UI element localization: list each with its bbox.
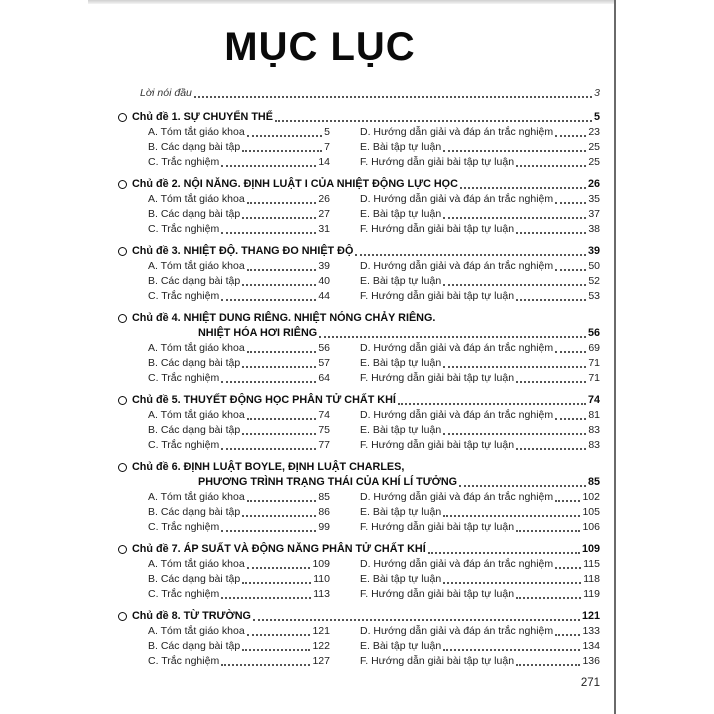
page-number: 122 [312, 640, 330, 652]
item-label: F. Hướng dẫn giải bài tập tự luận [360, 521, 515, 533]
page-number: 14 [318, 156, 330, 168]
item-label: F. Hướng dẫn giải bài tập tự luận [360, 588, 515, 600]
toc-item [360, 222, 600, 237]
dot-leader [516, 530, 580, 532]
dot-leader [516, 299, 586, 301]
section-bullet-icon [118, 463, 127, 472]
section-columns [148, 557, 600, 602]
toc-item [360, 639, 600, 654]
section-header-row [118, 244, 600, 259]
dot-leader [275, 120, 592, 122]
page-number: 133 [582, 625, 600, 637]
dot-leader [253, 619, 580, 621]
section-bullet-icon [118, 180, 127, 189]
toc-item [148, 222, 330, 237]
dot-leader [428, 552, 580, 554]
toc-item [148, 289, 330, 304]
toc-item [148, 259, 330, 274]
item-label: C. Trắc nghiệm [148, 439, 220, 451]
dot-leader [221, 664, 310, 666]
item-label: E. Bài tập tự luận [360, 424, 442, 436]
page-number: 35 [588, 193, 600, 205]
item-label: C. Trắc nghiệm [148, 521, 220, 533]
items-column-left [148, 341, 330, 386]
toc-item [148, 341, 330, 356]
toc-item [360, 371, 600, 386]
page-number: 109 [581, 543, 600, 555]
toc-item [360, 490, 600, 505]
dot-leader [221, 530, 316, 532]
page-number: 110 [313, 573, 330, 585]
toc-item [148, 438, 330, 453]
page-number: 121 [581, 610, 600, 622]
dot-leader [555, 634, 580, 636]
item-label: D. Hướng dẫn giải và đáp án trắc nghiệm [360, 126, 554, 138]
toc-item [148, 639, 330, 654]
section-header-row [118, 542, 600, 557]
toc-item [360, 289, 600, 304]
item-label: D. Hướng dẫn giải và đáp án trắc nghiệm [360, 491, 554, 503]
item-label: B. Các dạng bài tập [148, 573, 241, 585]
dot-leader [247, 351, 317, 353]
items-column-left [148, 192, 330, 237]
item-label: D. Hướng dẫn giải và đáp án trắc nghiệm [360, 342, 554, 354]
dot-leader [555, 567, 581, 569]
items-column-right [360, 259, 600, 304]
page-number: 31 [318, 223, 330, 235]
section-title: Chủ đề 2. NỘI NĂNG. ĐỊNH LUẬT I CỦA NHIỆT ĐỘNG LỰC HỌC [132, 178, 458, 190]
section-title: PHƯƠNG TRÌNH TRẠNG THÁI CỦA KHÍ LÍ TƯỞNG [198, 476, 458, 488]
page-number: 5 [324, 126, 330, 138]
page-number: 52 [588, 275, 600, 287]
items-column-left [148, 490, 330, 535]
items-column-right [360, 408, 600, 453]
page-number: 74 [318, 409, 330, 421]
dot-leader [459, 485, 586, 487]
items-column-left [148, 557, 330, 602]
toc-item [148, 520, 330, 535]
page-number: 53 [588, 290, 600, 302]
section-header-row [118, 475, 600, 490]
toc-item [360, 423, 600, 438]
dot-leader [194, 96, 592, 98]
page-number: 7 [324, 141, 330, 153]
page-number: 64 [318, 372, 330, 384]
section-header-row [118, 177, 600, 192]
page-number: 118 [583, 573, 600, 585]
item-label: A. Tóm tắt giáo khoa [148, 193, 245, 205]
toc-item [360, 259, 600, 274]
dot-leader [443, 649, 580, 651]
dot-leader [221, 299, 316, 301]
dot-leader [247, 135, 322, 137]
item-label: B. Các dạng bài tập [148, 424, 241, 436]
toc-item [360, 125, 600, 140]
items-column-right [360, 490, 600, 535]
dot-leader [516, 448, 586, 450]
section-header-row [118, 609, 600, 624]
section-header-row [118, 311, 600, 326]
page-number: 26 [587, 178, 600, 190]
section-title: Chủ đề 4. NHIỆT DUNG RIÊNG. NHIỆT NÓNG CHẢY RIÊNG. [132, 312, 436, 324]
dot-leader [242, 515, 316, 517]
item-label: A. Tóm tắt giáo khoa [148, 342, 245, 354]
items-column-right [360, 341, 600, 386]
folio-page-number: 271 [580, 677, 600, 689]
page-number: 50 [588, 260, 600, 272]
item-label: B. Các dạng bài tập [148, 208, 241, 220]
toc-item [360, 341, 600, 356]
item-label: E. Bài tập tự luận [360, 141, 442, 153]
page-number: 39 [318, 260, 330, 272]
item-label: A. Tóm tắt giáo khoa [148, 491, 245, 503]
page-number: 83 [588, 424, 600, 436]
page-number: 56 [318, 342, 330, 354]
toc-section [118, 311, 600, 386]
toc-item [148, 274, 330, 289]
item-label: A. Tóm tắt giáo khoa [148, 625, 245, 637]
section-bullet-icon [118, 612, 127, 621]
section-title: Chủ đề 1. SỰ CHUYỂN THỂ [132, 111, 273, 123]
page-number: 74 [587, 394, 600, 406]
items-column-left [148, 125, 330, 170]
dot-leader [221, 165, 316, 167]
page-number: 5 [593, 111, 600, 123]
dot-leader [443, 284, 586, 286]
section-header-row [118, 460, 600, 475]
dot-leader [460, 187, 586, 189]
page-number: 25 [588, 156, 600, 168]
toc-section [118, 244, 600, 304]
toc-item [360, 140, 600, 155]
item-label: C. Trắc nghiệm [148, 655, 220, 667]
dot-leader [443, 150, 586, 152]
dot-leader [247, 567, 311, 569]
toc-page [118, 24, 600, 691]
dot-leader [319, 336, 586, 338]
item-label: E. Bài tập tự luận [360, 357, 442, 369]
toc-item [360, 207, 600, 222]
toc-item [148, 557, 330, 572]
page-number: 71 [588, 372, 600, 384]
section-bullet-icon [118, 247, 127, 256]
page-edge-line [614, 0, 616, 714]
item-label: D. Hướng dẫn giải và đáp án trắc nghiệm [360, 625, 554, 637]
toc-item [148, 572, 330, 587]
dot-leader [242, 284, 316, 286]
toc-item [360, 274, 600, 289]
section-bullet-icon [118, 545, 127, 554]
page-number: 71 [588, 357, 600, 369]
preface-label: Lời nói đầu [140, 87, 192, 99]
section-title: Chủ đề 5. THUYẾT ĐỘNG HỌC PHÂN TỬ CHẤT KHÍ [132, 394, 396, 406]
toc-item [360, 408, 600, 423]
items-column-right [360, 557, 600, 602]
page-number: 134 [582, 640, 600, 652]
dot-leader [247, 202, 317, 204]
item-label: E. Bài tập tự luận [360, 640, 442, 652]
item-label: A. Tóm tắt giáo khoa [148, 409, 245, 421]
section-columns [148, 192, 600, 237]
section-bullet-icon [118, 396, 127, 405]
dot-leader [221, 597, 311, 599]
items-column-right [360, 125, 600, 170]
toc-item [360, 155, 600, 170]
toc-section [118, 609, 600, 669]
dot-leader [555, 202, 586, 204]
section-title: Chủ đề 3. NHIỆT ĐỘ. THANG ĐO NHIỆT ĐỘ [132, 245, 354, 257]
dot-leader [242, 649, 310, 651]
page-number: 83 [588, 439, 600, 451]
page-number: 85 [318, 491, 330, 503]
item-label: F. Hướng dẫn giải bài tập tự luận [360, 223, 515, 235]
item-label: C. Trắc nghiệm [148, 372, 220, 384]
toc-section [118, 460, 600, 535]
item-label: C. Trắc nghiệm [148, 588, 220, 600]
dot-leader [555, 418, 586, 420]
dot-leader [443, 582, 581, 584]
items-column-right [360, 624, 600, 669]
page-number: 102 [582, 491, 600, 503]
toc-item [148, 587, 330, 602]
dot-leader [443, 515, 580, 517]
page-number: 75 [318, 424, 330, 436]
toc-section [118, 177, 600, 237]
toc-sections [118, 110, 600, 669]
page-number: 109 [312, 558, 330, 570]
item-label: B. Các dạng bài tập [148, 640, 241, 652]
page-number: 119 [583, 588, 600, 600]
dot-leader [247, 418, 317, 420]
toc-item [148, 505, 330, 520]
dot-leader [242, 582, 311, 584]
item-label: F. Hướng dẫn giải bài tập tự luận [360, 655, 515, 667]
section-columns [148, 408, 600, 453]
dot-leader [242, 433, 316, 435]
dot-leader [221, 232, 316, 234]
item-label: C. Trắc nghiệm [148, 156, 220, 168]
dot-leader [516, 597, 581, 599]
dot-leader [443, 433, 586, 435]
section-bullet-icon [118, 314, 127, 323]
page-number: 81 [588, 409, 600, 421]
page-number: 57 [318, 357, 330, 369]
section-columns [148, 490, 600, 535]
toc-item [360, 520, 600, 535]
toc-item [360, 438, 600, 453]
dot-leader [221, 448, 316, 450]
page-number: 115 [583, 558, 600, 570]
page-number: 86 [318, 506, 330, 518]
toc-item [360, 557, 600, 572]
dot-leader [242, 217, 316, 219]
dot-leader [516, 232, 586, 234]
item-label: B. Các dạng bài tập [148, 275, 241, 287]
item-label: F. Hướng dẫn giải bài tập tự luận [360, 290, 515, 302]
page-top-shadow [88, 0, 615, 4]
toc-item [148, 356, 330, 371]
page-number: 38 [588, 223, 600, 235]
dot-leader [443, 217, 586, 219]
page-number: 56 [587, 327, 600, 339]
dot-leader [247, 500, 317, 502]
toc-section [118, 393, 600, 453]
toc-item [148, 654, 330, 669]
items-column-left [148, 624, 330, 669]
toc-item [148, 423, 330, 438]
dot-leader [247, 634, 311, 636]
dot-leader [398, 403, 586, 405]
item-label: B. Các dạng bài tập [148, 506, 241, 518]
section-title: Chủ đề 8. TỪ TRƯỜNG [132, 610, 251, 622]
item-label: B. Các dạng bài tập [148, 141, 241, 153]
page-number: 3 [594, 87, 600, 99]
toc-item [148, 155, 330, 170]
dot-leader [242, 150, 322, 152]
page-number: 106 [582, 521, 600, 533]
item-label: B. Các dạng bài tập [148, 357, 241, 369]
item-label: E. Bài tập tự luận [360, 275, 442, 287]
dot-leader [555, 351, 586, 353]
item-label: C. Trắc nghiệm [148, 290, 220, 302]
item-label: E. Bài tập tự luận [360, 208, 442, 220]
section-columns [148, 341, 600, 386]
item-label: F. Hướng dẫn giải bài tập tự luận [360, 439, 515, 451]
toc-item [360, 505, 600, 520]
item-label: D. Hướng dẫn giải và đáp án trắc nghiệm [360, 558, 554, 570]
dot-leader [443, 366, 586, 368]
page-number: 69 [588, 342, 600, 354]
item-label: D. Hướng dẫn giải và đáp án trắc nghiệm [360, 260, 554, 272]
page-number: 37 [588, 208, 600, 220]
dot-leader [516, 165, 586, 167]
page-number: 40 [318, 275, 330, 287]
toc-item [360, 624, 600, 639]
page-number: 85 [587, 476, 600, 488]
page-number: 127 [312, 655, 330, 667]
page-number: 136 [582, 655, 600, 667]
dot-leader [355, 254, 586, 256]
dot-leader [221, 381, 316, 383]
section-columns [148, 259, 600, 304]
dot-leader [555, 500, 580, 502]
section-header-row [118, 326, 600, 341]
section-columns [148, 624, 600, 669]
toc-item [360, 356, 600, 371]
page-number: 77 [318, 439, 330, 451]
section-header-row [118, 110, 600, 125]
item-label: C. Trắc nghiệm [148, 223, 220, 235]
dot-leader [247, 269, 317, 271]
page-number: 44 [318, 290, 330, 302]
item-label: A. Tóm tắt giáo khoa [148, 126, 245, 138]
page-number: 99 [318, 521, 330, 533]
toc-item [148, 371, 330, 386]
dot-leader [555, 135, 586, 137]
page-title: MỤC LỤC [224, 25, 416, 69]
page-number: 39 [587, 245, 600, 257]
item-label: D. Hướng dẫn giải và đáp án trắc nghiệm [360, 193, 554, 205]
item-label: A. Tóm tắt giáo khoa [148, 558, 245, 570]
page-number: 121 [312, 625, 330, 637]
section-header-row [118, 393, 600, 408]
dot-leader [516, 664, 580, 666]
section-title: Chủ đề 7. ÁP SUẤT VÀ ĐỘNG NĂNG PHÂN TỬ CHẤT KHÍ [132, 543, 426, 555]
section-title: NHIỆT HÓA HƠI RIÊNG [198, 327, 318, 339]
item-label: A. Tóm tắt giáo khoa [148, 260, 245, 272]
page-number: 25 [588, 141, 600, 153]
toc-item [360, 572, 600, 587]
toc-item [148, 408, 330, 423]
dot-leader [555, 269, 586, 271]
toc-item [148, 192, 330, 207]
items-column-left [148, 259, 330, 304]
toc-item [360, 192, 600, 207]
toc-item [148, 490, 330, 505]
preface-entry [140, 86, 600, 101]
toc-section [118, 110, 600, 170]
item-label: F. Hướng dẫn giải bài tập tự luận [360, 156, 515, 168]
toc-item [148, 207, 330, 222]
dot-leader [242, 366, 316, 368]
section-columns [148, 125, 600, 170]
item-label: E. Bài tập tự luận [360, 506, 442, 518]
page-number: 113 [313, 588, 330, 600]
toc-section [118, 542, 600, 602]
item-label: D. Hướng dẫn giải và đáp án trắc nghiệm [360, 409, 554, 421]
page-number: 26 [318, 193, 330, 205]
item-label: F. Hướng dẫn giải bài tập tự luận [360, 372, 515, 384]
page-number: 105 [582, 506, 600, 518]
page-number: 23 [588, 126, 600, 138]
section-title: Chủ đề 6. ĐỊNH LUẬT BOYLE, ĐỊNH LUẬT CHARLES, [132, 461, 405, 473]
toc-item [148, 140, 330, 155]
toc-item [360, 654, 600, 669]
items-column-right [360, 192, 600, 237]
toc-item [148, 624, 330, 639]
dot-leader [516, 381, 586, 383]
toc-item [148, 125, 330, 140]
item-label: E. Bài tập tự luận [360, 573, 442, 585]
page-number: 27 [318, 208, 330, 220]
toc-item [360, 587, 600, 602]
items-column-left [148, 408, 330, 453]
section-bullet-icon [118, 113, 127, 122]
